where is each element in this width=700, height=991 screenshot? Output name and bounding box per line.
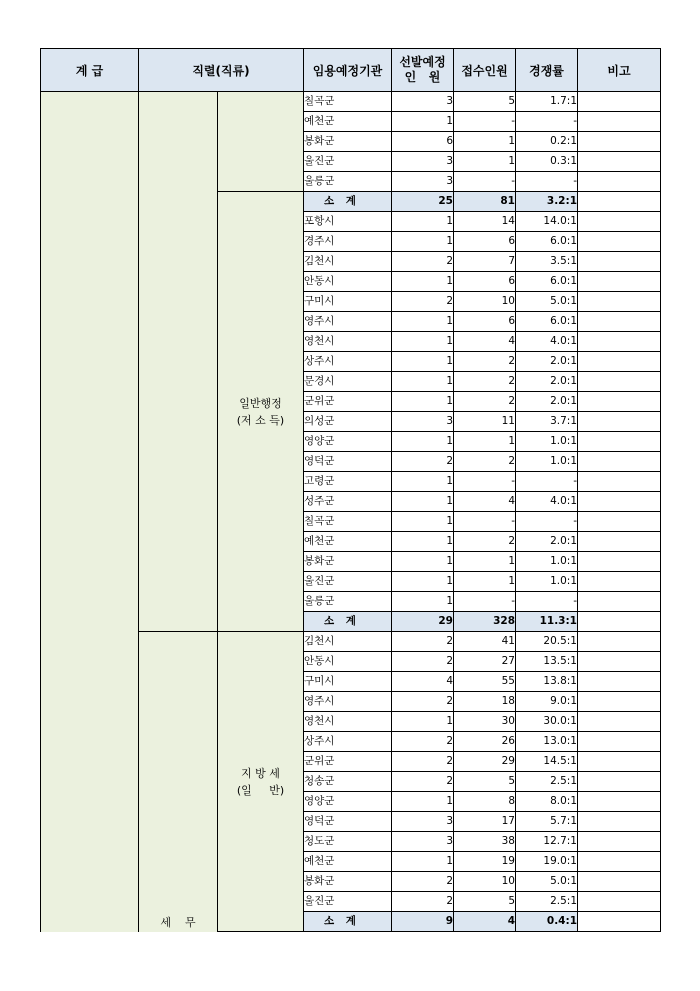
planned-cell: 2 — [392, 732, 454, 752]
position-subgroup-label: 지 방 세 — [241, 766, 280, 780]
ratio-cell: 2.0:1 — [516, 532, 578, 552]
position-subgroup-cell — [218, 92, 304, 192]
planned-cell: 3 — [392, 832, 454, 852]
planned-cell: 3 — [392, 152, 454, 172]
applicants-cell: 1 — [454, 152, 516, 172]
ratio-cell: 5.7:1 — [516, 812, 578, 832]
ratio-cell: 1.0:1 — [516, 432, 578, 452]
remarks-cell — [578, 372, 661, 392]
ratio-cell: 5.0:1 — [516, 872, 578, 892]
applicants-cell: 8 — [454, 792, 516, 812]
remarks-cell — [578, 552, 661, 572]
header-agency: 임용예정기관 — [304, 49, 392, 92]
planned-cell: 1 — [392, 232, 454, 252]
applicants-cell: 2 — [454, 392, 516, 412]
ratio-cell: 2.0:1 — [516, 352, 578, 372]
applicants-cell: 2 — [454, 372, 516, 392]
ratio-cell: 4.0:1 — [516, 332, 578, 352]
position-subgroup-cell — [218, 192, 304, 632]
applicants-cell: 5 — [454, 92, 516, 112]
remarks-cell — [578, 312, 661, 332]
agency-cell: 김천시 — [304, 252, 392, 272]
remarks-cell — [578, 792, 661, 812]
agency-cell: 영덕군 — [304, 812, 392, 832]
agency-cell: 칠곡군 — [304, 512, 392, 532]
applicants-cell: 29 — [454, 752, 516, 772]
planned-cell: 2 — [392, 632, 454, 652]
ratio-cell: 6.0:1 — [516, 232, 578, 252]
agency-cell: 청도군 — [304, 832, 392, 852]
agency-cell: 예천군 — [304, 112, 392, 132]
applicants-cell: 4 — [454, 332, 516, 352]
agency-cell: 예천군 — [304, 532, 392, 552]
agency-cell: 영주시 — [304, 692, 392, 712]
agency-cell: 성주군 — [304, 492, 392, 512]
ratio-cell: 1.7:1 — [516, 92, 578, 112]
header-ratio: 경쟁률 — [516, 49, 578, 92]
header-grade: 계 급 — [41, 49, 139, 92]
remarks-cell — [578, 112, 661, 132]
remarks-cell — [578, 172, 661, 192]
applicants-cell: 41 — [454, 632, 516, 652]
planned-cell: 6 — [392, 132, 454, 152]
ratio-cell: - — [516, 512, 578, 532]
applicants-cell: 2 — [454, 352, 516, 372]
agency-cell: 구미시 — [304, 292, 392, 312]
planned-cell: 1 — [392, 552, 454, 572]
ratio-cell: 0.4:1 — [516, 912, 578, 932]
ratio-cell: - — [516, 112, 578, 132]
ratio-cell: 30.0:1 — [516, 712, 578, 732]
applicants-cell: 38 — [454, 832, 516, 852]
applicants-cell: 11 — [454, 412, 516, 432]
planned-cell: 3 — [392, 412, 454, 432]
planned-cell: 1 — [392, 312, 454, 332]
ratio-cell: 14.0:1 — [516, 212, 578, 232]
remarks-cell — [578, 812, 661, 832]
agency-cell: 고령군 — [304, 472, 392, 492]
remarks-cell — [578, 672, 661, 692]
agency-cell: 소 계 — [304, 192, 392, 212]
planned-cell: 29 — [392, 612, 454, 632]
position-group-cell — [139, 632, 218, 932]
remarks-cell — [578, 652, 661, 672]
ratio-cell: 3.2:1 — [516, 192, 578, 212]
ratio-cell: 2.0:1 — [516, 372, 578, 392]
recruitment-competition-table — [40, 48, 661, 932]
planned-cell: 1 — [392, 712, 454, 732]
remarks-cell — [578, 132, 661, 152]
applicants-cell: - — [454, 112, 516, 132]
position-subgroup-cell — [218, 632, 304, 932]
ratio-cell: 13.5:1 — [516, 652, 578, 672]
remarks-cell — [578, 392, 661, 412]
applicants-cell: - — [454, 592, 516, 612]
applicants-cell: - — [454, 172, 516, 192]
agency-cell: 군위군 — [304, 752, 392, 772]
remarks-cell — [578, 332, 661, 352]
remarks-cell — [578, 252, 661, 272]
agency-cell: 포항시 — [304, 212, 392, 232]
remarks-cell — [578, 272, 661, 292]
applicants-cell: 10 — [454, 292, 516, 312]
applicants-cell: 6 — [454, 272, 516, 292]
applicants-cell: - — [454, 512, 516, 532]
planned-cell: 9 — [392, 912, 454, 932]
remarks-cell — [578, 472, 661, 492]
remarks-cell — [578, 872, 661, 892]
remarks-cell — [578, 912, 661, 932]
planned-cell: 1 — [392, 372, 454, 392]
agency-cell: 울릉군 — [304, 592, 392, 612]
ratio-cell: 3.5:1 — [516, 252, 578, 272]
header-planned — [392, 49, 454, 92]
remarks-cell — [578, 752, 661, 772]
applicants-cell: 6 — [454, 312, 516, 332]
agency-cell: 봉화군 — [304, 872, 392, 892]
agency-cell: 김천시 — [304, 632, 392, 652]
remarks-cell — [578, 412, 661, 432]
ratio-cell: 3.7:1 — [516, 412, 578, 432]
remarks-cell — [578, 612, 661, 632]
remarks-cell — [578, 512, 661, 532]
applicants-cell: 1 — [454, 552, 516, 572]
agency-cell: 안동시 — [304, 652, 392, 672]
agency-cell: 영천시 — [304, 332, 392, 352]
header-planned-line1: 선발예정 — [399, 55, 446, 69]
applicants-cell: 5 — [454, 892, 516, 912]
planned-cell: 1 — [392, 332, 454, 352]
agency-cell: 구미시 — [304, 672, 392, 692]
planned-cell: 2 — [392, 692, 454, 712]
applicants-cell: 14 — [454, 212, 516, 232]
applicants-cell: 4 — [454, 492, 516, 512]
applicants-cell: 55 — [454, 672, 516, 692]
planned-cell: 3 — [392, 812, 454, 832]
remarks-cell — [578, 452, 661, 472]
remarks-cell — [578, 432, 661, 452]
remarks-cell — [578, 492, 661, 512]
applicants-cell: 30 — [454, 712, 516, 732]
ratio-cell: 1.0:1 — [516, 572, 578, 592]
remarks-cell — [578, 832, 661, 852]
ratio-cell: 9.0:1 — [516, 692, 578, 712]
applicants-cell: 26 — [454, 732, 516, 752]
agency-cell: 울진군 — [304, 152, 392, 172]
remarks-cell — [578, 852, 661, 872]
applicants-cell: 18 — [454, 692, 516, 712]
ratio-cell: 0.3:1 — [516, 152, 578, 172]
planned-cell: 1 — [392, 792, 454, 812]
planned-cell: 1 — [392, 512, 454, 532]
applicants-cell: 5 — [454, 772, 516, 792]
planned-cell: 1 — [392, 432, 454, 452]
position-subgroup-label: (저 소 득) — [236, 413, 285, 427]
remarks-cell — [578, 572, 661, 592]
planned-cell: 2 — [392, 752, 454, 772]
planned-cell: 1 — [392, 112, 454, 132]
agency-cell: 소 계 — [304, 612, 392, 632]
planned-cell: 1 — [392, 352, 454, 372]
ratio-cell: 14.5:1 — [516, 752, 578, 772]
position-subgroup-label: (일 반) — [236, 783, 285, 797]
ratio-cell: 8.0:1 — [516, 792, 578, 812]
agency-cell: 울진군 — [304, 892, 392, 912]
header-applicants: 접수인원 — [454, 49, 516, 92]
planned-cell: 2 — [392, 652, 454, 672]
planned-cell: 2 — [392, 292, 454, 312]
planned-cell: 4 — [392, 672, 454, 692]
applicants-cell: 6 — [454, 232, 516, 252]
remarks-cell — [578, 232, 661, 252]
ratio-cell: 6.0:1 — [516, 272, 578, 292]
planned-cell: 2 — [392, 872, 454, 892]
ratio-cell: 5.0:1 — [516, 292, 578, 312]
agency-cell: 의성군 — [304, 412, 392, 432]
planned-cell: 1 — [392, 572, 454, 592]
ratio-cell: 6.0:1 — [516, 312, 578, 332]
remarks-cell — [578, 592, 661, 612]
agency-cell: 영천시 — [304, 712, 392, 732]
applicants-cell: 81 — [454, 192, 516, 212]
agency-cell: 영덕군 — [304, 452, 392, 472]
remarks-cell — [578, 692, 661, 712]
planned-cell: 1 — [392, 852, 454, 872]
remarks-cell — [578, 772, 661, 792]
planned-cell: 1 — [392, 592, 454, 612]
planned-cell: 1 — [392, 492, 454, 512]
planned-cell: 25 — [392, 192, 454, 212]
applicants-cell: - — [454, 472, 516, 492]
agency-cell: 예천군 — [304, 852, 392, 872]
planned-cell: 1 — [392, 472, 454, 492]
agency-cell: 청송군 — [304, 772, 392, 792]
ratio-cell: 13.0:1 — [516, 732, 578, 752]
agency-cell: 봉화군 — [304, 132, 392, 152]
agency-cell: 안동시 — [304, 272, 392, 292]
ratio-cell: 11.3:1 — [516, 612, 578, 632]
agency-cell: 경주시 — [304, 232, 392, 252]
remarks-cell — [578, 732, 661, 752]
ratio-cell: 12.7:1 — [516, 832, 578, 852]
applicants-cell: 10 — [454, 872, 516, 892]
position-group-cell — [139, 92, 218, 632]
ratio-cell: 19.0:1 — [516, 852, 578, 872]
applicants-cell: 1 — [454, 432, 516, 452]
applicants-cell: 17 — [454, 812, 516, 832]
ratio-cell: - — [516, 592, 578, 612]
planned-cell: 2 — [392, 252, 454, 272]
planned-cell: 1 — [392, 392, 454, 412]
agency-cell: 울진군 — [304, 572, 392, 592]
applicants-cell: 19 — [454, 852, 516, 872]
ratio-cell: - — [516, 472, 578, 492]
remarks-cell — [578, 192, 661, 212]
table-row — [41, 92, 661, 112]
table-body — [41, 92, 661, 932]
ratio-cell: 13.8:1 — [516, 672, 578, 692]
applicants-cell: 1 — [454, 572, 516, 592]
agency-cell: 군위군 — [304, 392, 392, 412]
agency-cell: 봉화군 — [304, 552, 392, 572]
applicants-cell: 2 — [454, 532, 516, 552]
remarks-cell — [578, 632, 661, 652]
agency-cell: 영주시 — [304, 312, 392, 332]
applicants-cell: 7 — [454, 252, 516, 272]
agency-cell: 영양군 — [304, 432, 392, 452]
ratio-cell: 1.0:1 — [516, 452, 578, 472]
remarks-cell — [578, 712, 661, 732]
remarks-cell — [578, 212, 661, 232]
planned-cell: 1 — [392, 272, 454, 292]
planned-cell: 3 — [392, 172, 454, 192]
planned-cell: 1 — [392, 212, 454, 232]
remarks-cell — [578, 352, 661, 372]
header-remarks: 비고 — [578, 49, 661, 92]
agency-cell: 상주시 — [304, 352, 392, 372]
grade-cell — [41, 92, 139, 932]
planned-cell: 3 — [392, 92, 454, 112]
position-subgroup-label: 일반행정 — [239, 396, 282, 410]
applicants-cell: 1 — [454, 132, 516, 152]
applicants-cell: 2 — [454, 452, 516, 472]
remarks-cell — [578, 892, 661, 912]
header-position: 직렬(직류) — [139, 49, 304, 92]
applicants-cell: 4 — [454, 912, 516, 932]
planned-cell: 2 — [392, 892, 454, 912]
agency-cell: 영양군 — [304, 792, 392, 812]
agency-cell: 상주시 — [304, 732, 392, 752]
agency-cell: 칠곡군 — [304, 92, 392, 112]
planned-cell: 2 — [392, 772, 454, 792]
remarks-cell — [578, 292, 661, 312]
remarks-cell — [578, 152, 661, 172]
ratio-cell: 2.0:1 — [516, 392, 578, 412]
ratio-cell: 1.0:1 — [516, 552, 578, 572]
applicants-cell: 328 — [454, 612, 516, 632]
agency-cell: 울릉군 — [304, 172, 392, 192]
planned-cell: 2 — [392, 452, 454, 472]
position-group-label: 세 무 — [160, 915, 196, 929]
remarks-cell — [578, 532, 661, 552]
ratio-cell: - — [516, 172, 578, 192]
remarks-cell — [578, 92, 661, 112]
ratio-cell: 4.0:1 — [516, 492, 578, 512]
ratio-cell: 20.5:1 — [516, 632, 578, 652]
planned-cell: 1 — [392, 532, 454, 552]
ratio-cell: 2.5:1 — [516, 772, 578, 792]
ratio-cell: 0.2:1 — [516, 132, 578, 152]
ratio-cell: 2.5:1 — [516, 892, 578, 912]
agency-cell: 소 계 — [304, 912, 392, 932]
agency-cell: 문경시 — [304, 372, 392, 392]
header-planned-line2: 인 원 — [404, 70, 441, 84]
applicants-cell: 27 — [454, 652, 516, 672]
